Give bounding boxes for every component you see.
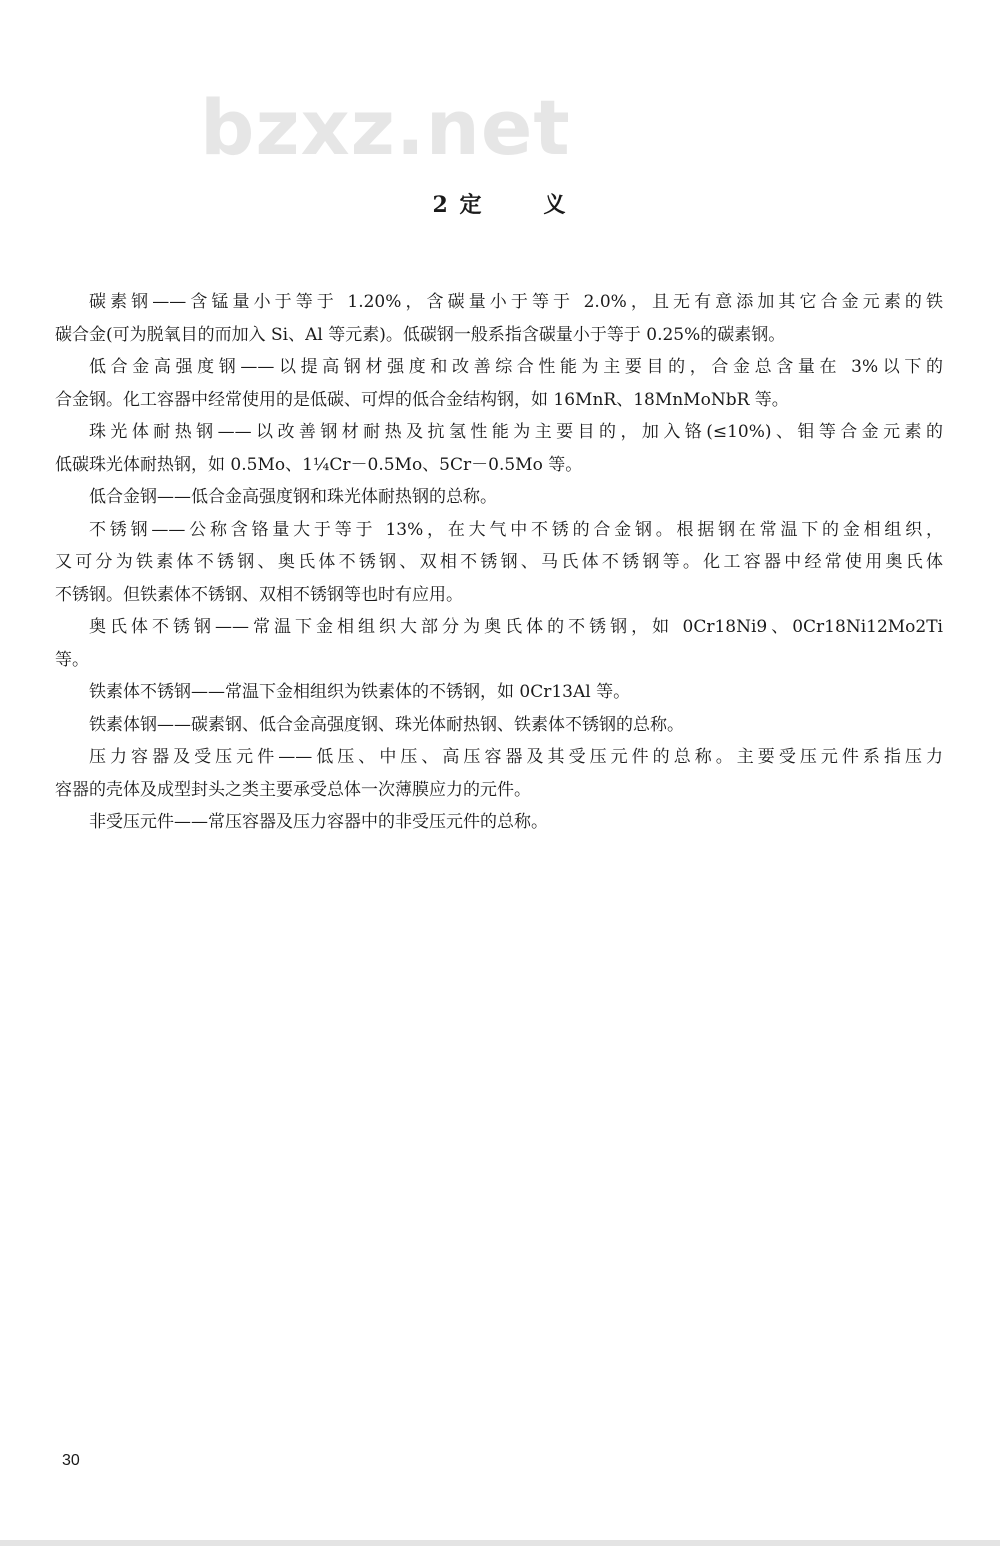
definition-paragraph: [55, 514, 943, 612]
definition-paragraph: [55, 351, 943, 416]
text-line: 不锈钢。但铁素体不锈钢、双相不锈钢等也时有应用。: [55, 584, 463, 605]
definition-paragraph: [55, 806, 943, 839]
text-line: 不锈钢——公称含铬量大于等于 13%，在大气中不锈的合金钢。根据钢在常温下的金相组织，: [89, 519, 943, 540]
watermark: bzxz.net: [200, 83, 571, 172]
text-line: 非受压元件——常压容器及压力容器中的非受压元件的总称。: [89, 812, 548, 832]
text-line: 又可分为铁素体不锈钢、奥氏体不锈钢、双相不锈钢、马氏体不锈钢等。化工容器中经常使用奥氏体: [55, 552, 943, 572]
definition-paragraph: [55, 416, 943, 481]
text-line: 碳合金(可为脱氧目的而加入 Si、Al 等元素)。低碳钢一般系指含碳量小于等于 0.25%的碳素钢。: [55, 324, 786, 345]
text-line: 铁素体不锈钢——常温下金相组织为铁素体的不锈钢，如 0Cr13Al 等。: [89, 682, 631, 702]
definition-paragraph: [55, 676, 943, 709]
text-line: 低合金钢——低合金高强度钢和珠光体耐热钢的总称。: [89, 487, 497, 507]
definition-paragraph: [55, 741, 943, 806]
section-title-word: 义: [543, 192, 568, 218]
text-line: 压力容器及受压元件——低压、中压、高压容器及其受压元件的总称。主要受压元件系指压力: [89, 747, 943, 767]
text-line: 容器的壳体及成型封头之类主要承受总体一次薄膜应力的元件。: [55, 779, 531, 800]
text-line: 碳素钢——含锰量小于等于 1.20%，含碳量小于等于 2.0%，且无有意添加其它合金元素的铁: [89, 292, 943, 312]
text-line: 低碳珠光体耐热钢，如 0.5Mo、1¼Cr－0.5Mo、5Cr－0.5Mo 等。: [55, 454, 583, 475]
definition-paragraph: [55, 286, 943, 351]
text-line: 铁素体钢——碳素钢、低合金高强度钢、珠光体耐热钢、铁素体不锈钢的总称。: [89, 714, 684, 735]
text-line: 奥氏体不锈钢——常温下金相组织大部分为奥氏体的不锈钢，如 0Cr18Ni9、0Cr18Ni12Mo2Ti: [89, 617, 943, 637]
text-line: 等。: [55, 649, 89, 670]
definition-paragraph: [55, 709, 943, 742]
section-title: [0, 190, 1000, 220]
section-title-word: 定: [459, 192, 484, 218]
text-line: 珠光体耐热钢——以改善钢材耐热及抗氢性能为主要目的，加入铬(≤10%)、钼等合金元素的: [89, 422, 943, 442]
page-number: 30: [62, 1452, 80, 1469]
section-number: 2: [432, 192, 450, 218]
page-bottom-edge: [0, 1540, 1000, 1546]
text-line: 低合金高强度钢——以提高钢材强度和改善综合性能为主要目的，合金总含量在 3%以下的: [89, 357, 943, 377]
definition-paragraph: [55, 611, 943, 676]
text-line: 合金钢。化工容器中经常使用的是低碳、可焊的低合金结构钢，如 16MnR、18MnMoNbR 等。: [55, 389, 789, 410]
definitions-body: [55, 286, 943, 839]
definition-paragraph: [55, 481, 943, 514]
